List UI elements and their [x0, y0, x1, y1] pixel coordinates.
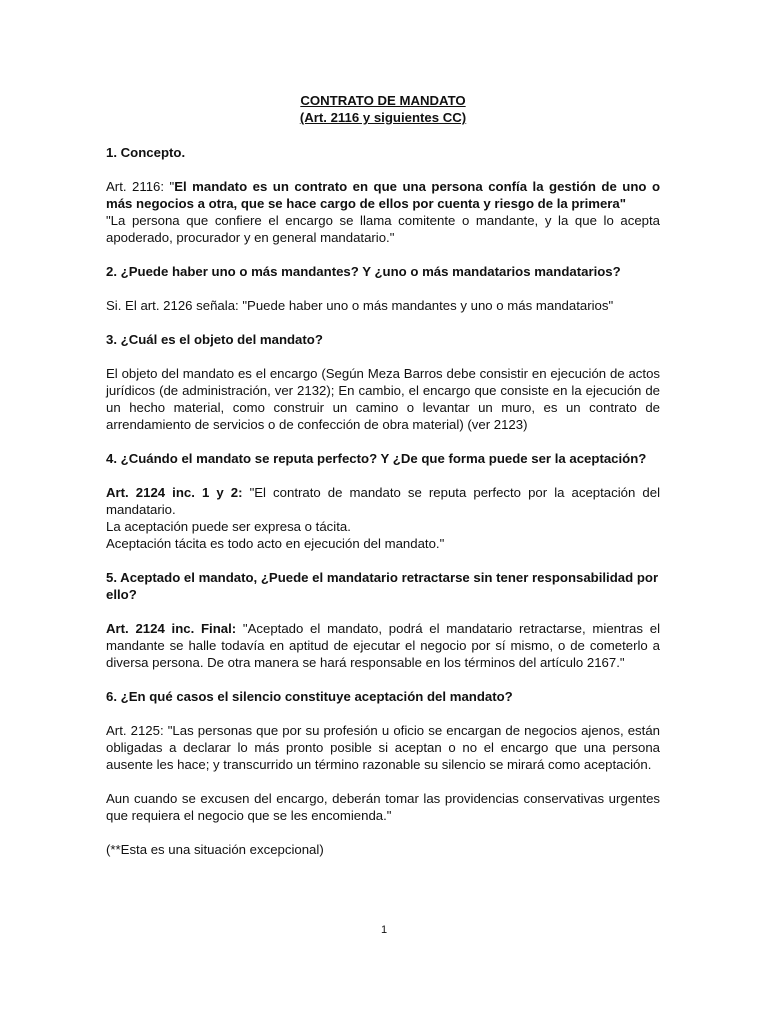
section-4-paragraph-1 [106, 484, 660, 518]
section-1-heading: 1. Concepto. [106, 145, 186, 160]
section-6-paragraph-3: (**Esta es una situación excepcional) [106, 842, 324, 857]
section-6-heading: 6. ¿En qué casos el silencio constituye aceptación del mandato? [106, 689, 513, 704]
section-4-quote: "El contrato de mandato se reputa perfecto por la aceptación del mandatario. [106, 485, 661, 517]
section-4-heading: 4. ¿Cuándo el mandato se reputa perfecto? Y ¿De que forma puede ser la aceptación? [106, 451, 647, 466]
document-title: CONTRATO DE MANDATO [300, 93, 466, 108]
section-1-article-ref: Art. 2116: " [106, 179, 175, 194]
section-1-paragraph-1 [106, 178, 660, 212]
section-6-paragraph-2: Aun cuando se excusen del encargo, deberán tomar las providencias conservativas urgentes que requiera el negocio que se les encomienda." [106, 791, 660, 823]
section-5-article-ref: Art. 2124 inc. Final: [106, 621, 237, 636]
section-5-quote: "Aceptado el mandato, podrá el mandatario retractarse, mientras el mandante se halle todavía en aptitud de ejecutar el negocio por sí mismo, o de cometerlo a diversa persona. De otra manera se hará responsable en los términos del artículo 2167." [106, 621, 660, 670]
section-5-paragraph-1 [106, 620, 660, 671]
document-body [106, 92, 660, 875]
section-6-paragraph-1: Art. 2125: "Las personas que por su profesión u oficio se encargan de negocios ajenos, están obligadas a declarar lo más pronto posible si aceptan o no el encargo que una persona ausente les hace; y transcurrido un término razonable su silencio se mirará como aceptación. [106, 723, 660, 772]
section-3-heading: 3. ¿Cuál es el objeto del mandato? [106, 332, 323, 347]
page-number: 1 [380, 924, 388, 936]
document-subtitle: (Art. 2116 y siguientes CC) [299, 110, 467, 125]
section-4-paragraph-3: Aceptación tácita es todo acto en ejecución del mandato." [106, 536, 445, 551]
section-1-definition: El mandato es un contrato en que una persona confía la gestión de uno o más negocios a otra, que se hace cargo de ellos por cuenta y riesgo de la primera" [106, 179, 661, 211]
section-3-paragraph-1: El objeto del mandato es el encargo (Según Meza Barros debe consistir en ejecución de actos jurídicos (de administración, ver 2132); En cambio, el encargo que consiste en la ejecución de un hecho material, como construir un camino o levantar un muro, es un contrato de arrendamiento de servicios o de confección de obra material) (ver 2123) [106, 366, 660, 432]
section-5-heading: 5. Aceptado el mandato, ¿Puede el mandatario retractarse sin tener responsabilidad por ello? [106, 570, 659, 602]
section-1-paragraph-2: "La persona que confiere el encargo se llama comitente o mandante, y la que lo acepta apoderado, procurador y en general mandatario." [106, 213, 660, 245]
section-4-paragraph-2: La aceptación puede ser expresa o tácita. [106, 519, 351, 534]
section-2-paragraph-1: Si. El art. 2126 señala: "Puede haber uno o más mandantes y uno o más mandatarios" [106, 298, 614, 313]
section-2-heading: 2. ¿Puede haber uno o más mandantes? Y ¿uno o más mandatarios mandatarios? [106, 264, 621, 279]
section-4-article-ref: Art. 2124 inc. 1 y 2: [106, 485, 243, 500]
